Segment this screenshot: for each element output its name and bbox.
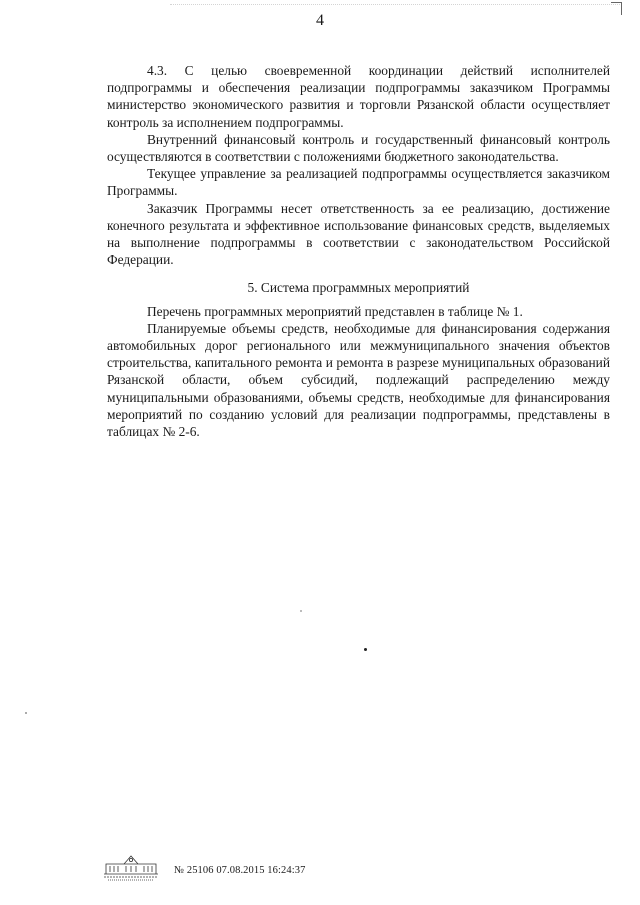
section-heading: 5. Система программных мероприятий xyxy=(247,280,470,296)
paragraph-planned-funds: Планируемые объемы средств, необходимые для финансирования содержания автомобильных дорог регионального или межмуниципального значения объектов строительства, капитального ремонта и ремонта в разрезе муниципальных образований Рязанской области, объем субсидий, подлежащий распределению между муниципальными образованиями, объемы средств, необходимые для финансирования мероприятий по созданию условий для реализации подпрограммы, представлены в таблицах № 2-6. xyxy=(107,320,610,440)
paragraph-measures-list: Перечень программных мероприятий представлен в таблице № 1. xyxy=(147,303,523,319)
registration-stamp-text: № 25106 07.08.2015 16:24:37 xyxy=(174,865,306,876)
paragraph-4-3: 4.3. С целью своевременной координации действий исполнителей подпрограммы и обеспечения реализации подпрограммы заказчиком Программы министерство экономического развития и торговли Рязанской области осуществляет контроль за исполнением подпрограммы. xyxy=(107,63,610,130)
scan-speck xyxy=(25,712,27,714)
registry-stamp-icon xyxy=(102,852,160,882)
paragraph-financial-control: Внутренний финансовый контроль и государственный финансовый контроль осуществляются в соответствии с положениями бюджетного законодательства. xyxy=(107,131,610,165)
scan-artifact-line xyxy=(170,4,620,11)
scan-speck xyxy=(300,610,302,612)
document-footer xyxy=(102,852,305,882)
paragraph-responsibility: Заказчик Программы несет ответственность за ее реализацию, достижение конечного результата и эффективное использование финансовых средств, выделяемых на выполнение подпрограммы в соответствии с законодательством Российской Федерации. xyxy=(107,200,610,268)
paragraph-current-management: Текущее управление за реализацией подпрограммы осуществляется заказчиком Программы. xyxy=(107,166,610,199)
document-body xyxy=(107,62,610,440)
scan-speck xyxy=(364,648,367,651)
page-number: 4 xyxy=(316,12,324,29)
